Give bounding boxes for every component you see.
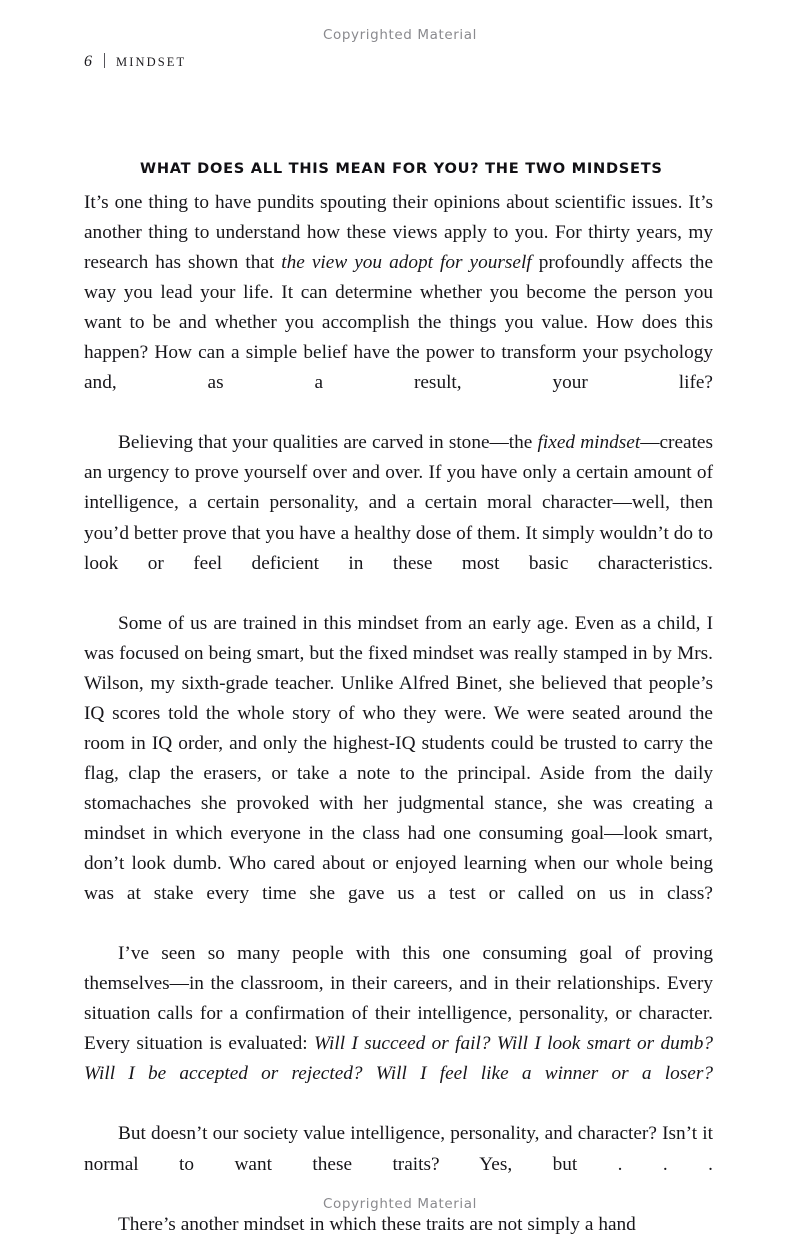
paragraph-1 [84,188,713,428]
paragraph-5: But doesn’t our society value intelligence, personality, and character? Isn’t it normal to want these traits? Yes, but . . . [84,1123,713,1175]
running-head-title: MINDSET [116,55,187,69]
page-number: 6 [84,53,92,70]
paragraph-2-text-b: —creates an urgency to prove yourself over and over. If you have only a certain amount of intelligence, a certain personality, and a certain moral character—well, then you’d better prove that you have a healthy dose of them. It simply wouldn’t do to look or feel deficient in these most basic characteristics. [84,432,713,574]
paragraph-4 [84,939,713,1119]
paragraph-1-text-a: It’s one thing to have pundits spouting their opinions about scientific issues. It’s another thing to understand how these views apply to you. For thirty years, my research has shown that [84,192,713,274]
paragraph-4-emphasis: Will I succeed or fail? Will I look smart or dumb? Will I be accepted or rejected? Will I feel like a winner or a loser? [84,1033,714,1085]
running-head-divider [104,53,105,68]
paragraph-1-text-b: profoundly affects the way you lead your life. It can determine whether you become the person you want to be and whether you accomplish the things you value. How does this happen? How can a simple belief have the power to transform your psychology and, as a result, your life? [84,252,714,394]
paragraph-4-text-a: I’ve seen so many people with this one consuming goal of proving themselves—in the classroom, in their careers, and in their relationships. Every situation calls for a confirmation of their intelligence, personality, or character. Every situation is evaluated: [84,943,713,1055]
paragraph-1-emphasis: the view you adopt for yourself [281,252,532,274]
paragraph-3: Some of us are trained in this mindset from an early age. Even as a child, I was focused on being smart, but the fixed mindset was really stamped in by Mrs. Wilson, my sixth-grade teacher. Unlike Alfred Binet, she believed that people’s IQ scores told the whole story of who they were. We were seated around the room in IQ order, and only the highest-IQ students could be trusted to carry the flag, clap the erasers, or take a note to the principal. Aside from the daily stomachaches she provoked with her judgmental stance, she was creating a mindset in which everyone in the class had one consuming goal—look smart, don’t look dumb. Who cared about or enjoyed learning when our whole being was at stake every time she gave us a test or called on us in class? [84,612,713,905]
body-text-column [84,188,713,1240]
running-head [84,51,186,70]
paragraph-2-text-a: Believing that your qualities are carved in stone—the [118,432,538,454]
paragraph-6: There’s another mindset in which these traits are not simply a hand [118,1213,636,1235]
copyright-watermark-top: Copyrighted Material [323,27,477,43]
copyright-watermark-bottom: Copyrighted Material [323,1196,477,1212]
section-heading: WHAT DOES ALL THIS MEAN FOR YOU? THE TWO MINDSETS [140,160,663,178]
paragraph-2-emphasis: fixed mindset [537,432,641,454]
paragraph-2 [84,428,713,608]
